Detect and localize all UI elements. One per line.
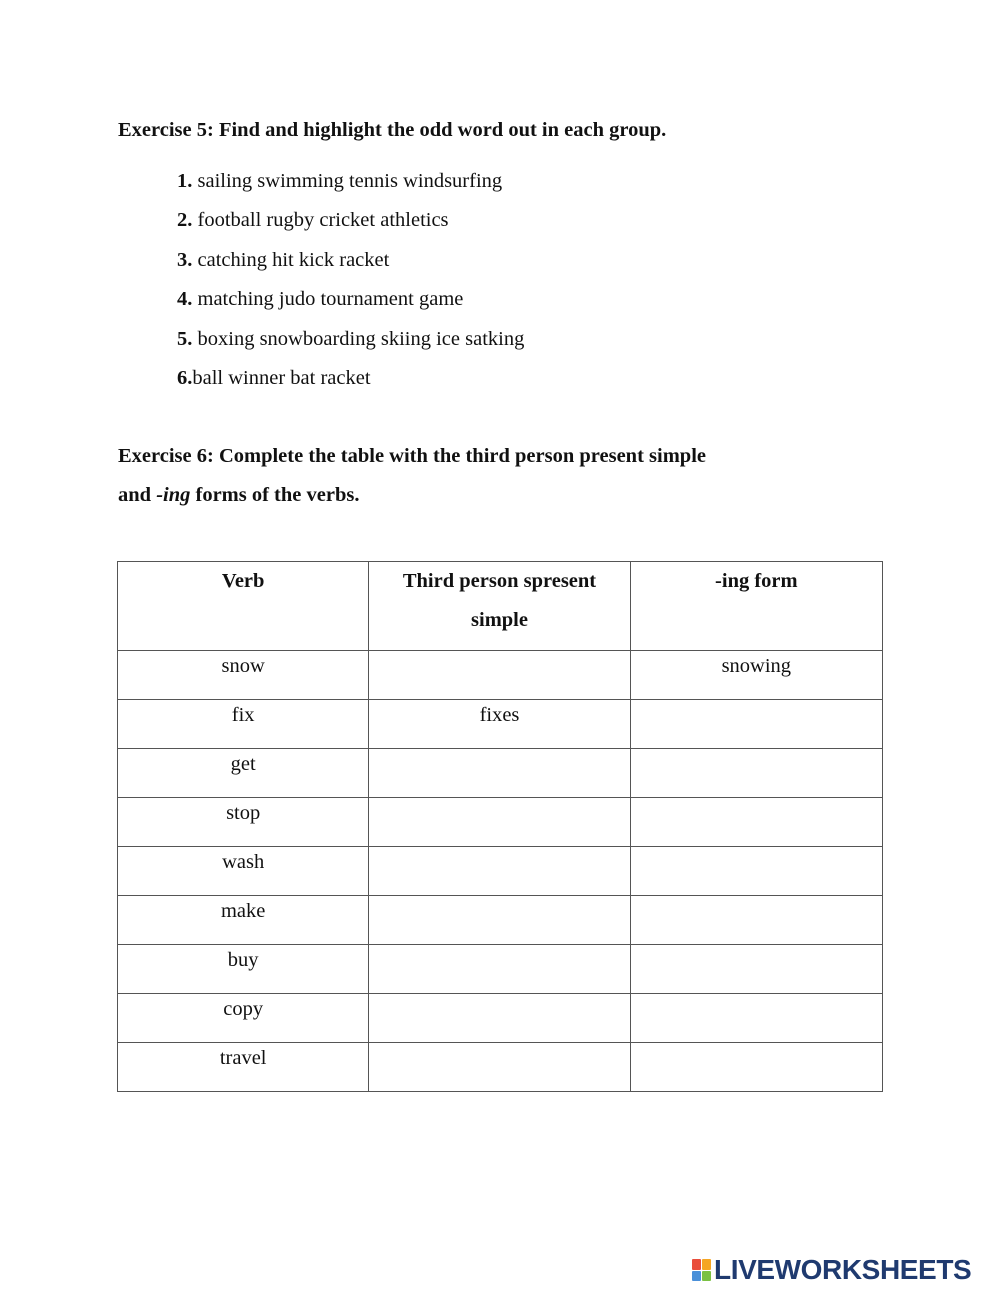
- cell-verb: snow: [118, 651, 369, 700]
- header-ing-form: -ing form: [630, 562, 882, 651]
- list-item: [177, 207, 524, 246]
- cell-ing-form[interactable]: snowing: [630, 651, 882, 700]
- cell-verb: stop: [118, 798, 369, 847]
- table-row: [118, 700, 883, 749]
- cell-ing-form[interactable]: [630, 945, 882, 994]
- cell-third-person[interactable]: fixes: [369, 700, 630, 749]
- table-row: [118, 798, 883, 847]
- badge-square: [702, 1271, 711, 1282]
- table-header-row: [118, 562, 883, 651]
- title-rest: forms of the verbs.: [190, 484, 360, 506]
- title-suffix-ing: -ing: [156, 484, 191, 506]
- header-verb: Verb: [118, 562, 369, 651]
- exercise-6-title-line1: Exercise 6: Complete the table with the third person present simple: [118, 445, 706, 467]
- cell-ing-form[interactable]: [630, 1043, 882, 1092]
- cell-verb: make: [118, 896, 369, 945]
- item-number: 6.: [177, 366, 193, 389]
- cell-ing-form[interactable]: [630, 896, 882, 945]
- list-item: [177, 365, 524, 404]
- liveworksheets-logo: [692, 1255, 971, 1285]
- item-number: 4.: [177, 288, 193, 311]
- cell-verb: wash: [118, 847, 369, 896]
- cell-ing-form[interactable]: [630, 994, 882, 1043]
- item-number: 5.: [177, 327, 193, 350]
- exercise-5-list: [177, 168, 524, 404]
- badge-square: [692, 1271, 701, 1282]
- table-row: [118, 994, 883, 1043]
- item-text: ball winner bat racket: [192, 366, 371, 389]
- cell-ing-form[interactable]: [630, 798, 882, 847]
- cell-verb: travel: [118, 1043, 369, 1092]
- table-row: [118, 651, 883, 700]
- cell-ing-form[interactable]: [630, 700, 882, 749]
- cell-verb: buy: [118, 945, 369, 994]
- cell-third-person[interactable]: [369, 945, 630, 994]
- logo-text: LIVEWORKSHEETS: [714, 1254, 972, 1285]
- item-text: boxing snowboarding skiing ice satking: [192, 327, 525, 350]
- cell-ing-form[interactable]: [630, 847, 882, 896]
- header-third-line1: Third person spresent: [402, 570, 597, 592]
- badge-square: [702, 1259, 711, 1270]
- cell-verb: get: [118, 749, 369, 798]
- cell-third-person[interactable]: [369, 798, 630, 847]
- table-row: [118, 896, 883, 945]
- list-item: [177, 247, 524, 286]
- table-row: [118, 1043, 883, 1092]
- badge-square: [692, 1259, 701, 1270]
- cell-third-person[interactable]: [369, 896, 630, 945]
- exercise-6-title-line2: [118, 484, 359, 507]
- item-number: 1.: [177, 170, 193, 192]
- list-item: [177, 168, 524, 207]
- liveworksheets-badge-icon: [692, 1259, 711, 1281]
- cell-third-person[interactable]: [369, 1043, 630, 1092]
- item-text: sailing swimming tennis windsurfing: [192, 170, 503, 192]
- item-number: 2.: [177, 209, 193, 232]
- item-text: football rugby cricket athletics: [192, 209, 449, 232]
- item-text: matching judo tournament game: [192, 288, 464, 311]
- list-item: [177, 326, 524, 365]
- verb-forms-table: [117, 561, 883, 1092]
- cell-third-person[interactable]: [369, 651, 630, 700]
- exercise-5-title: Exercise 5: Find and highlight the odd word out in each group.: [118, 119, 667, 141]
- cell-third-person[interactable]: [369, 994, 630, 1043]
- header-third-person: [369, 562, 630, 651]
- cell-verb: fix: [118, 700, 369, 749]
- table-row: [118, 945, 883, 994]
- item-text: catching hit kick racket: [192, 248, 390, 271]
- table-row: [118, 847, 883, 896]
- header-third-line2: simple: [471, 609, 528, 631]
- cell-ing-form[interactable]: [630, 749, 882, 798]
- cell-third-person[interactable]: [369, 749, 630, 798]
- cell-verb: copy: [118, 994, 369, 1043]
- cell-third-person[interactable]: [369, 847, 630, 896]
- title-prefix: and: [118, 484, 157, 506]
- item-number: 3.: [177, 248, 193, 271]
- table-row: [118, 749, 883, 798]
- list-item: [177, 286, 524, 325]
